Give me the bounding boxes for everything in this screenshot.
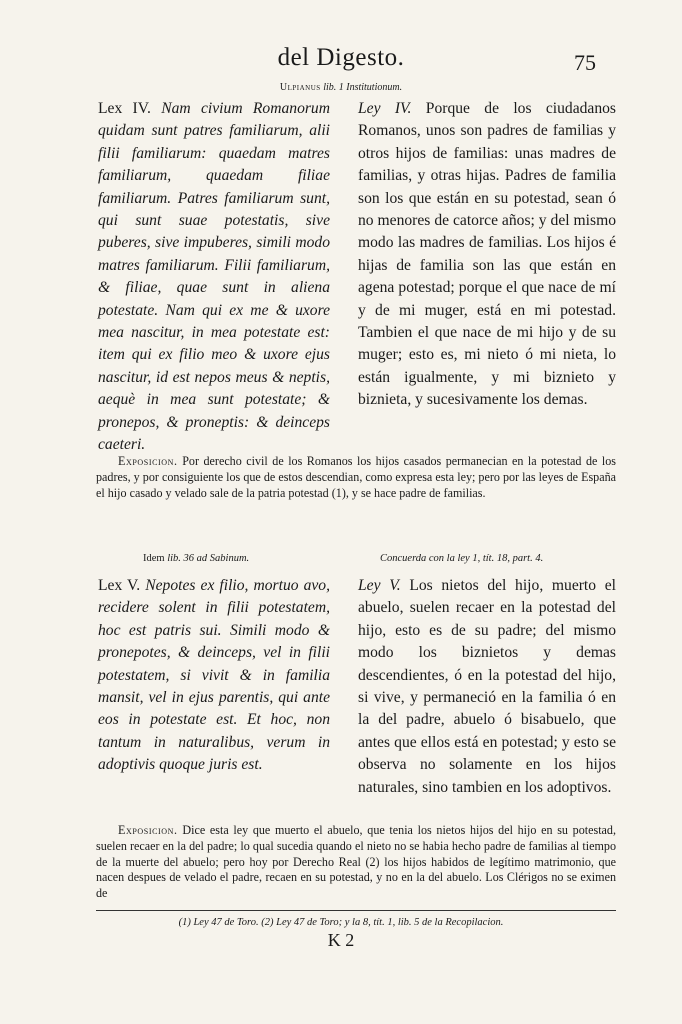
footnote: (1) Ley 47 de Toro. (2) Ley 47 de Toro; y la 8, tít. 1, lib. 5 de la Recopilacion.	[178, 917, 504, 928]
law4-latin-lead: Lex IV.	[98, 100, 151, 117]
law4-spanish-text: Porque de los ciudadanos Romanos, unos son padres de familias y otros hijos de familias: unas madres de familias, y otras hijas. Padres de familia son los que están en su potestad, sean ó no menores de catorce años; y del mismo modo las madres de familias. Los hijos é hijas de familia son las que están en agena potestad; porque el que nace de mí y de mi muger, está en mi potestad. Tambien el que nace de mi hijo y de su muger; esto es, mi nieto ó mi nieta, lo están igualmente, y mi biznieto y biznieta, y sucesivamente los demas.	[358, 100, 616, 409]
printer-signature-mark: K 2	[327, 930, 355, 950]
exposicion-text: Por derecho civil de los Romanos los hijos casados permanecian en la potestad de los padres, y por consiguiente los que de estos descendian, como expresa esta ley; pero por las leyes de España el hijo casado y velado sale de la patria potestad (1), y se hace padre de familias.	[96, 454, 616, 500]
law4-latin-text: Nam civium Romanorum quidam sunt patres familiarum, alii filii familiarum: quaedam matres familiarum, quaedam filiae familiarum. Patres familiarum sunt, qui sunt suae potestatis, sive puberes, sive impuberes, simili modo matres familiarum. Filii familiarum, & filiae, quae sunt in aliena potestate. Nam qui ex me & uxore mea nascitur, in mea potestate est: item qui ex filio meo & uxore ejus nascitur, id est nepos meus & neptis, aequè in mea sunt potestate; & pronepos, & proneptis: & deinceps caeteri.	[98, 100, 330, 454]
law4-latin-column	[98, 98, 330, 457]
jurist-name: Ulpianus	[279, 82, 321, 93]
law5-source-work: lib. 36 ad Sabinum.	[167, 553, 250, 564]
exposicion-law4	[96, 454, 616, 501]
law5-concordance: Concuerda con la ley 1, tít. 18, part. 4.	[380, 553, 544, 564]
law5-source	[143, 553, 249, 564]
law5-spanish-lead: Ley V.	[358, 577, 401, 594]
running-title: del Digesto.	[277, 44, 405, 71]
law5-latin-column	[98, 575, 330, 777]
law5-latin-lead: Lex V.	[98, 577, 141, 594]
law5-spanish-column	[358, 575, 616, 799]
exposicion-label: Exposicion.	[118, 823, 178, 837]
footnote-divider	[96, 910, 616, 911]
exposicion-law5	[96, 823, 616, 902]
page-number: 75	[574, 50, 596, 75]
exposicion-text: Dice esta ley que muerto el abuelo, que tenia los nietos hijos del hijo en su potestad, suelen recaer en la del padre; lo qual sucedia quando el nieto no se habia hecho padre de familias al tiempo de la muerte del abuelo; pero hoy por Derecho Real (2) los hijos habidos de legítimo matrimonio, que nacen despues de velado el padre, recaen en su potestad, y no en la del abuelo. Los Clérigos no se eximen de	[96, 823, 616, 901]
law4-spanish-lead: Ley IV.	[358, 100, 412, 117]
law4-spanish-column	[358, 98, 616, 412]
law5-spanish-text: Los nietos del hijo, muerto el abuelo, suelen recaer en la potestad del hijo, esto es de su padre; del mismo modo los biznietos y demas descendientes, ó en la potestad del hijo, si vive, y permaneció en la familia ó en la del padre, abuelo ó bisabuelo, que antes que ellos está en potestad; y esto se observa no solamente en los hijos naturales, sino tambien en los adoptivos.	[358, 577, 617, 796]
source-attribution	[0, 82, 682, 93]
law5-latin-text: Nepotes ex filio, mortuo avo, recidere solent in filii potestatem, hoc est patris sui. Simili modo & pronepotes, & deinceps, vel in filii potestatem, si vivit & in familia mansit, vel in ejus parentis, qui ante eos in potestate est. Et hoc, non tantum in naturalibus, verum in adoptivis quoque juris est.	[98, 577, 331, 774]
law5-source-prefix: Idem	[143, 553, 165, 564]
jurist-work: lib. 1 Institutionum.	[323, 82, 403, 93]
exposicion-label: Exposicion.	[118, 454, 178, 468]
